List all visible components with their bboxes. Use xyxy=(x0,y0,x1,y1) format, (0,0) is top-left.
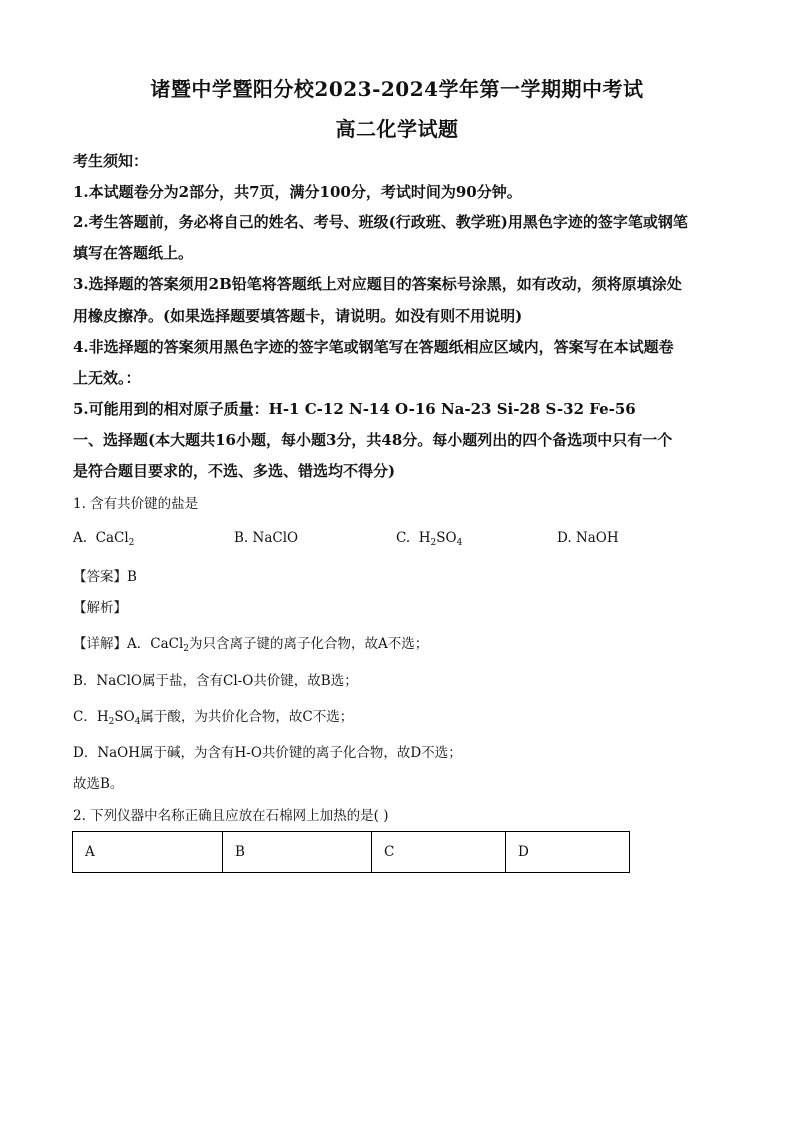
q2-options-table xyxy=(72,831,630,873)
detail-c: C．$H_2SO_4$属于酸，为共价化合物，故C不选； xyxy=(73,709,354,727)
notice-heading: 考生须知： xyxy=(73,152,149,170)
detail-a: 【详解】A．CaCl$_2$为只含离子键的离子化合物，故A不选； xyxy=(73,636,429,654)
analysis-label: 【解析】 xyxy=(73,600,127,616)
q1-option-a: A. CaCl$_2$ xyxy=(73,530,135,548)
notice-item: 上无效。： xyxy=(73,369,141,387)
table-row xyxy=(73,832,630,873)
answer-label: 【答案】B xyxy=(73,569,137,585)
q1-option-c: C. $H_2SO_4$ xyxy=(396,530,463,548)
notice-item: 4.非选择题的答案须用黑色字迹的签字笔或钢笔写在答题纸相应区域内，答案写在本试题卷 xyxy=(73,338,674,356)
q1-option-d: D. NaOH xyxy=(557,530,619,546)
q1-option-b: B. NaClO xyxy=(234,530,299,546)
question-1-stem: 1. 含有共价键的盐是 xyxy=(73,496,199,512)
notice-item: 3.选择题的答案须用2B铅笔将答题纸上对应题目的答案标号涂黑，如有改动，须将原填涂处 xyxy=(73,275,682,293)
exam-subtitle: 高二化学试题 xyxy=(335,117,459,141)
notice-item: 1.本试题卷分为2部分，共7页，满分100分，考试时间为90分钟。 xyxy=(73,183,522,201)
detail-conclusion: 故选B。 xyxy=(73,776,124,792)
detail-b: B．NaClO属于盐，含有Cl-O共价键，故B选； xyxy=(73,673,358,689)
table-cell-a: A xyxy=(73,832,223,873)
notice-item: 用橡皮擦净。(如果选择题要填答题卡，请说明。如没有则不用说明) xyxy=(73,307,523,325)
exam-title: 诸暨中学暨阳分校2023-2024学年第一学期期中考试 xyxy=(150,77,644,101)
notice-item: 填写在答题纸上。 xyxy=(73,244,194,262)
question-2-stem: 2. 下列仪器中名称正确且应放在石棉网上加热的是( ) xyxy=(73,808,389,824)
section-heading: 一、选择题(本大题共16小题，每小题3分，共48分。每小题列出的四个备选项中只有一个 xyxy=(73,431,673,449)
detail-d: D．NaOH属于碱，为含有H-O共价键的离子化合物，故D不选； xyxy=(73,745,462,761)
notice-item: 5.可能用到的相对原子质量：H-1 C-12 N-14 O-16 Na-23 Si-28 S-32 Fe-56 xyxy=(73,400,636,418)
notice-item: 2.考生答题前，务必将自己的姓名、考号、班级(行政班、教学班)用黑色字迹的签字笔或钢笔 xyxy=(73,213,688,231)
section-heading-cont: 是符合题目要求的，不选、多选、错选均不得分) xyxy=(73,462,396,480)
table-cell-b: B xyxy=(223,832,372,873)
table-cell-c: C xyxy=(372,832,506,873)
table-cell-d: D xyxy=(506,832,630,873)
